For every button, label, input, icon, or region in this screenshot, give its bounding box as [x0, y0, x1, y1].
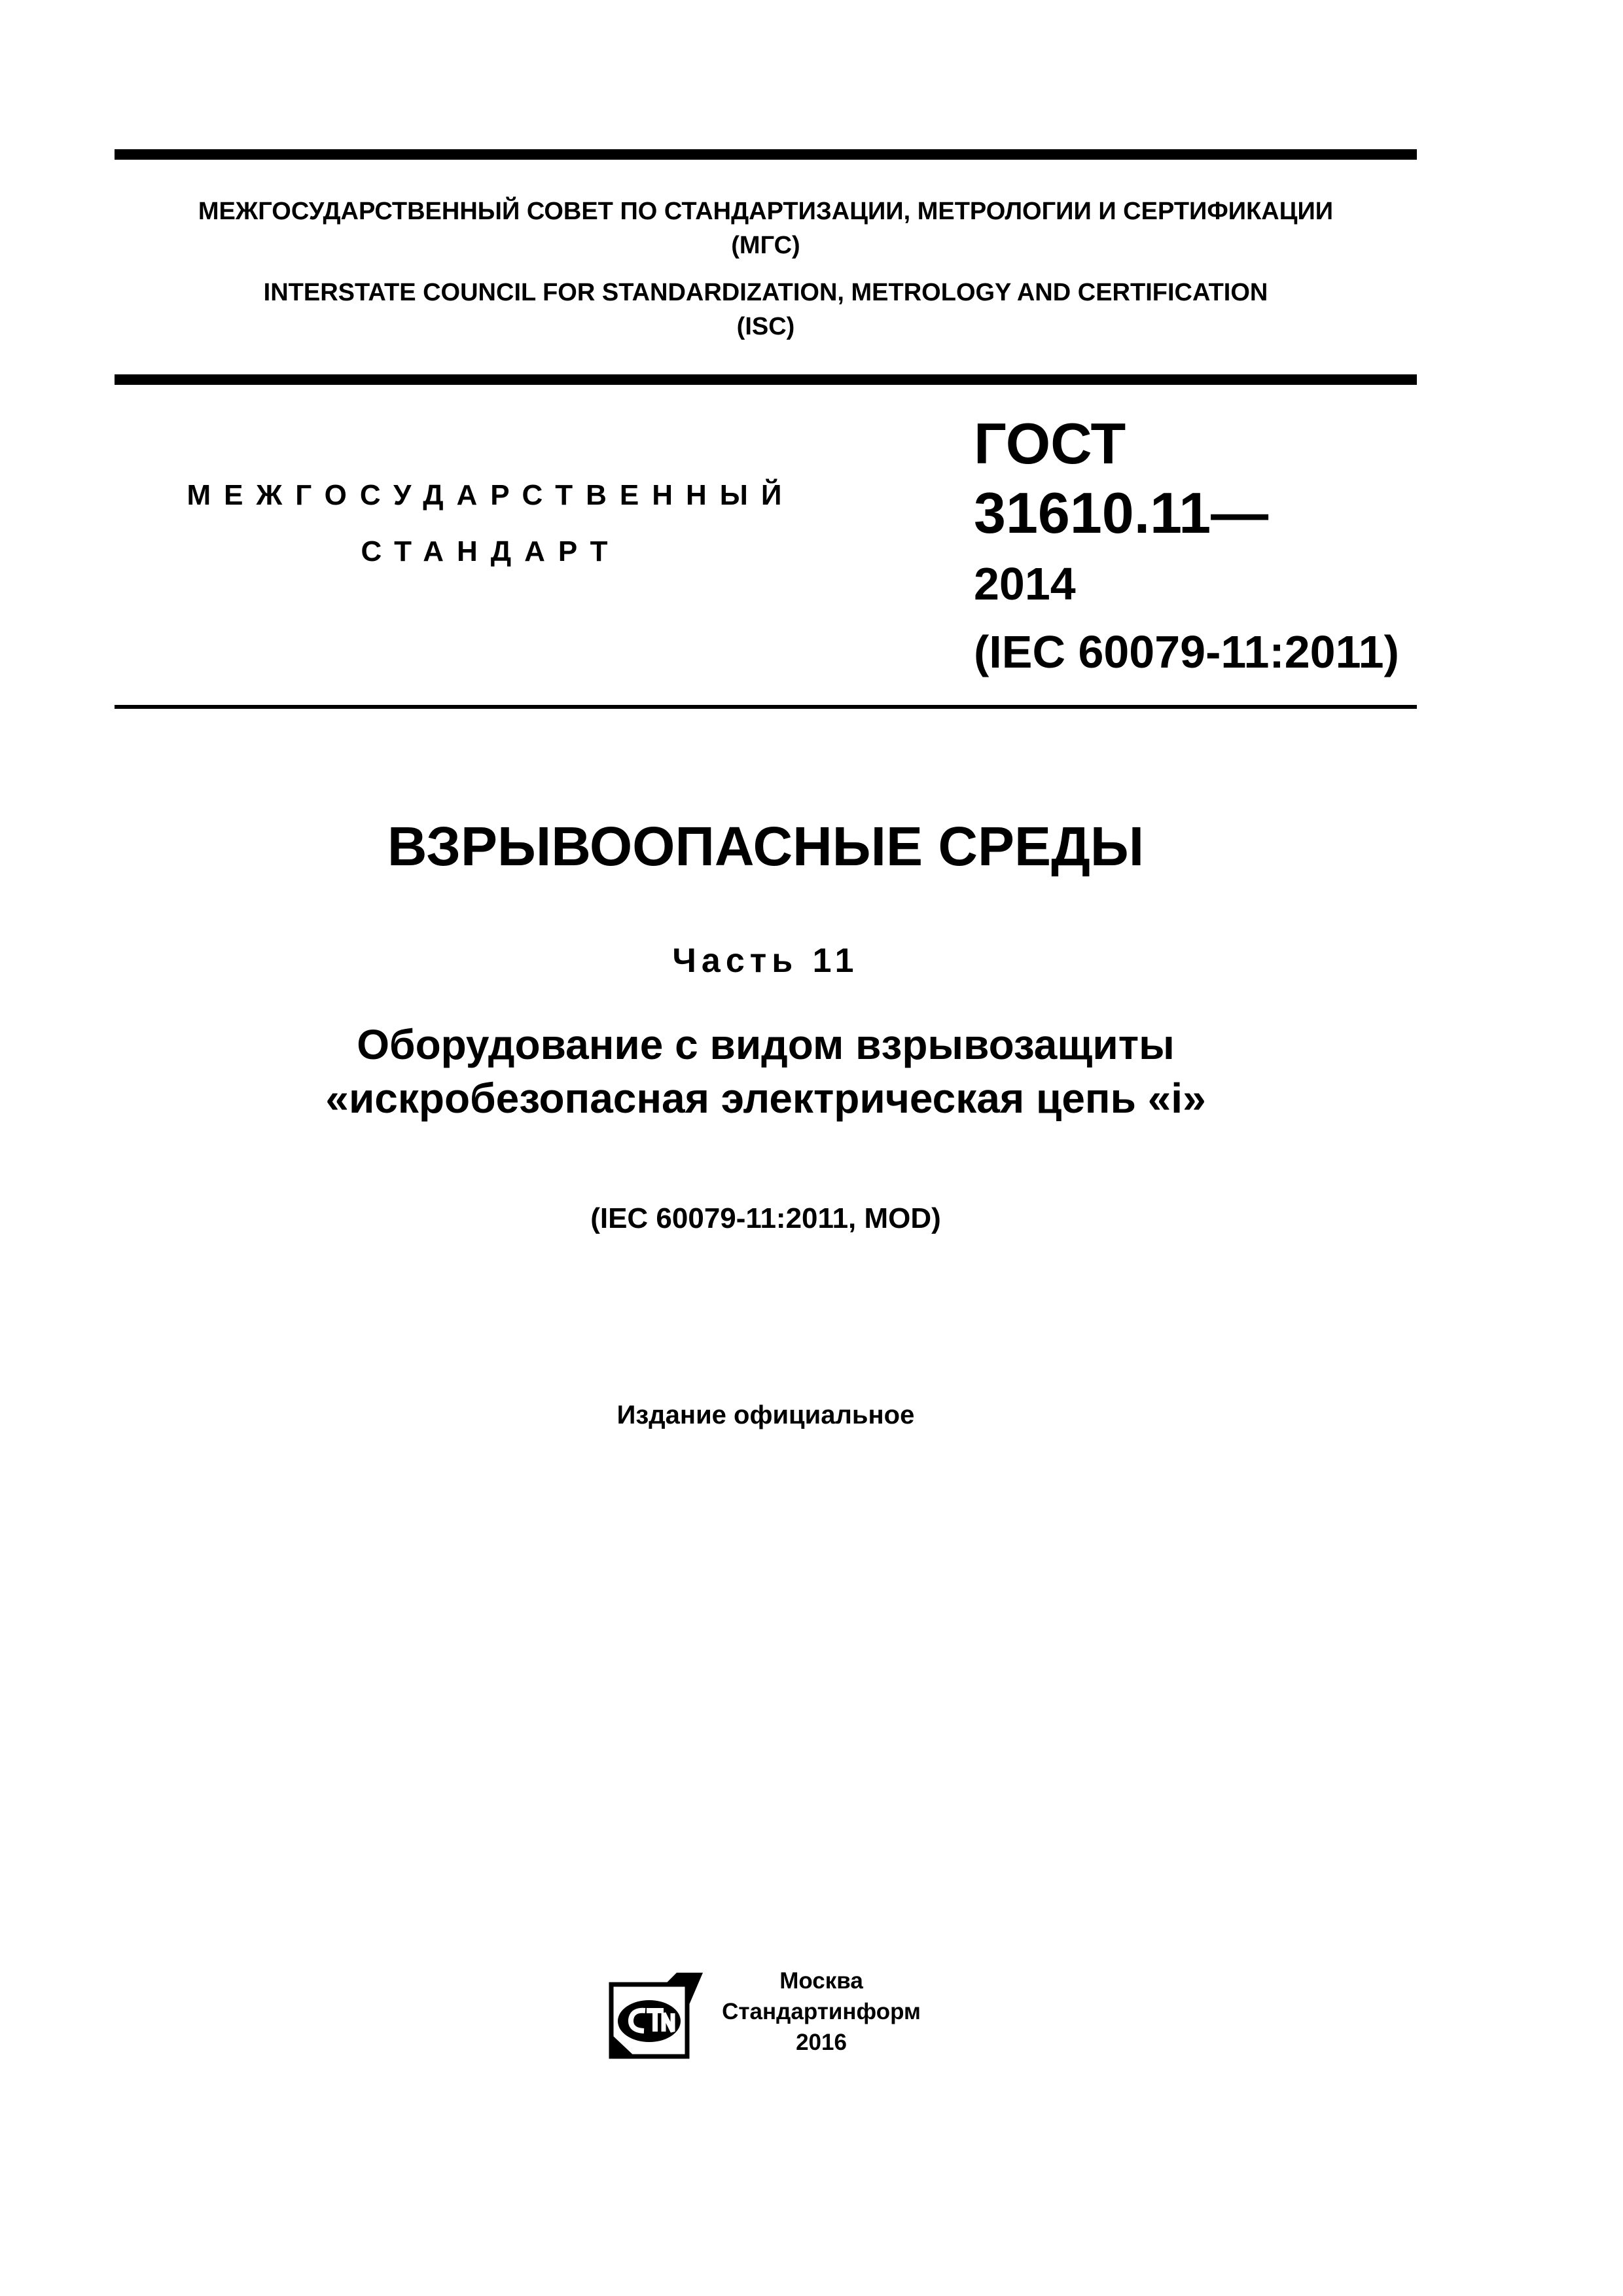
gost-year: 2014: [974, 558, 1076, 609]
council-rule: [115, 374, 1417, 385]
gost-iec-reference: (IEC 60079-11:2011): [974, 626, 1399, 677]
standard-kind: [183, 467, 798, 580]
council-name-en-line: INTERSTATE COUNCIL FOR STANDARDIZATION, METROLOGY AND CERTIFICATION: [263, 279, 1268, 306]
top-rule: [115, 149, 1417, 160]
designation-rule: [115, 705, 1417, 709]
council-name-ru: [115, 194, 1417, 262]
council-abbr-ru: (МГС): [731, 232, 800, 259]
gost-number: 31610.11—: [974, 480, 1269, 545]
council-name-ru-line: МЕЖГОСУДАРСТВЕННЫЙ СОВЕТ ПО СТАНДАРТИЗАЦИИ, МЕТРОЛОГИИ И СЕРТИФИКАЦИИ: [198, 198, 1334, 225]
standard-kind-line1: МЕЖГОСУДАРСТВЕННЫЙ: [187, 479, 795, 511]
gost-label: ГОСТ: [974, 411, 1126, 476]
edition-label: Издание официальное: [616, 1401, 915, 1429]
publisher-city: Москва: [779, 1968, 863, 1994]
document-title: ВЗРЫВООПАСНЫЕ СРЕДЫ: [387, 816, 1145, 877]
document-subtitle: [115, 1018, 1417, 1125]
council-name-en: [115, 276, 1417, 344]
council-abbr-en: (ISC): [736, 313, 795, 340]
document-subtitle-line1: Оборудование с видом взрывозащиты: [357, 1021, 1175, 1068]
standard-designation: [974, 411, 1425, 685]
standartinform-logo-icon: [609, 1970, 705, 2059]
publisher-name: Стандартинформ: [722, 1999, 921, 2024]
iec-modification: (IEC 60079-11:2011, MOD): [590, 1202, 941, 1234]
document-subtitle-line2: «искробезопасная электрическая цепь «i»: [325, 1075, 1206, 1122]
publisher-year: 2016: [796, 2030, 847, 2055]
document-part: Часть 11: [672, 942, 859, 980]
standard-kind-line2: СТАНДАРТ: [361, 535, 621, 567]
publisher-block: [713, 1965, 929, 2058]
